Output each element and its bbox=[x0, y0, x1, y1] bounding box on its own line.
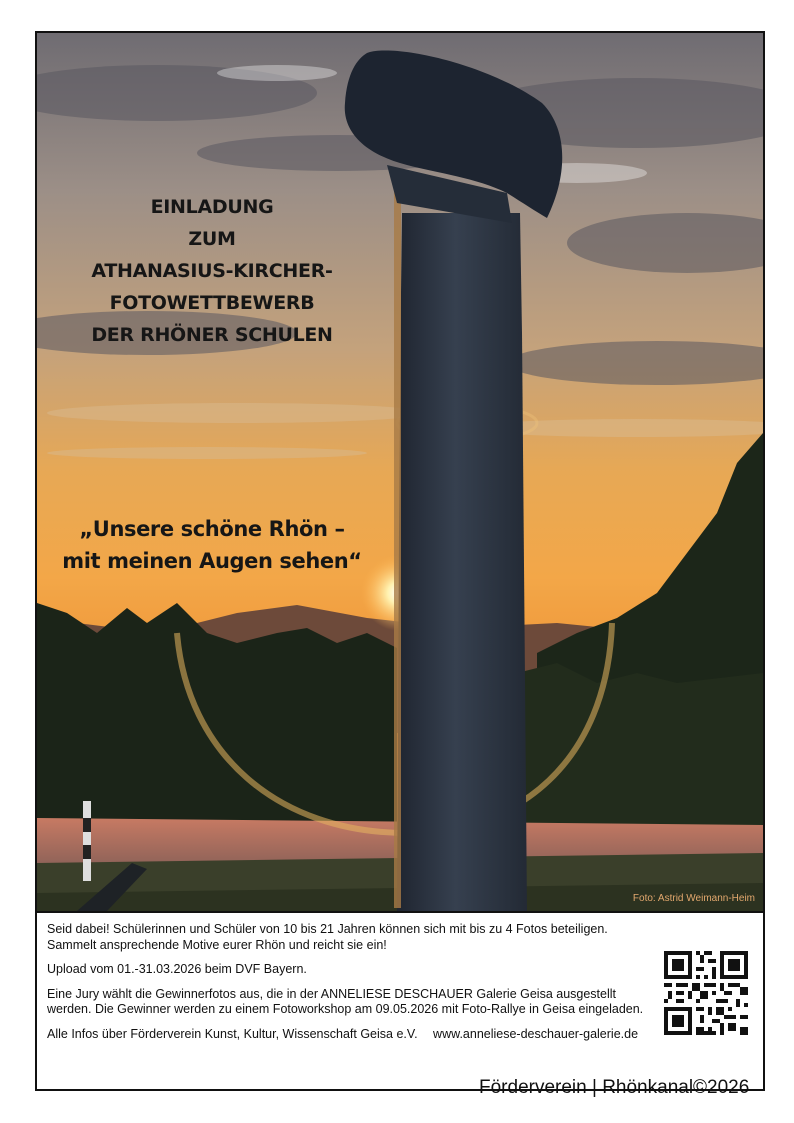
headline-line: DER RHÖNER SCHULEN bbox=[91, 324, 333, 346]
contest-slogan bbox=[62, 513, 362, 577]
photo-credit: Foto: Astrid Weimann-Heim bbox=[632, 893, 755, 904]
jury-text: Eine Jury wählt die Gewinnerfotos aus, die in der ANNELIESE DESCHAUER Galerie Geisa ausgestellt werden. Die Gewinner werden zu einem Fotoworkshop am 09.05.2026 mit Foto-Rallye in Geisa eingeladen. bbox=[47, 986, 644, 1016]
slogan-line: mit meinen Augen sehen“ bbox=[62, 549, 362, 573]
headline-line: ATHANASIUS-KIRCHER- bbox=[91, 260, 333, 282]
headline-line: ZUM bbox=[188, 228, 236, 250]
info-box bbox=[37, 911, 763, 1089]
footer-credit: Förderverein | Rhönkanal©2026 bbox=[479, 1077, 750, 1098]
poster-frame bbox=[35, 31, 765, 1091]
website-link[interactable]: www.anneliese-deschauer-galerie.de bbox=[433, 1026, 639, 1041]
headline-line: EINLADUNG bbox=[150, 196, 274, 218]
upload-text: Upload vom 01.-31.03.2026 beim DVF Bayern. bbox=[47, 962, 307, 976]
headline-line: FOTOWETTBEWERB bbox=[109, 292, 315, 314]
qr-code-icon[interactable] bbox=[664, 951, 748, 1035]
invitation-headline bbox=[67, 191, 357, 351]
slogan-line: „Unsere schöne Rhön – bbox=[79, 517, 345, 541]
cover-photo bbox=[37, 33, 763, 911]
more-info-line bbox=[47, 1027, 759, 1043]
more-info-text: Alle Infos über Förderverein Kunst, Kultur, Wissenschaft Geisa e.V. bbox=[47, 1026, 418, 1041]
intro-text: Seid dabei! Schülerinnen und Schüler von 10 bis 21 Jahren können sich mit bis zu 4 Fotos beteiligen. Sammelt ansprechende Motive eurer Rhön und reicht sie ein! bbox=[47, 922, 608, 952]
sunset-pillar-illustration bbox=[37, 33, 763, 911]
